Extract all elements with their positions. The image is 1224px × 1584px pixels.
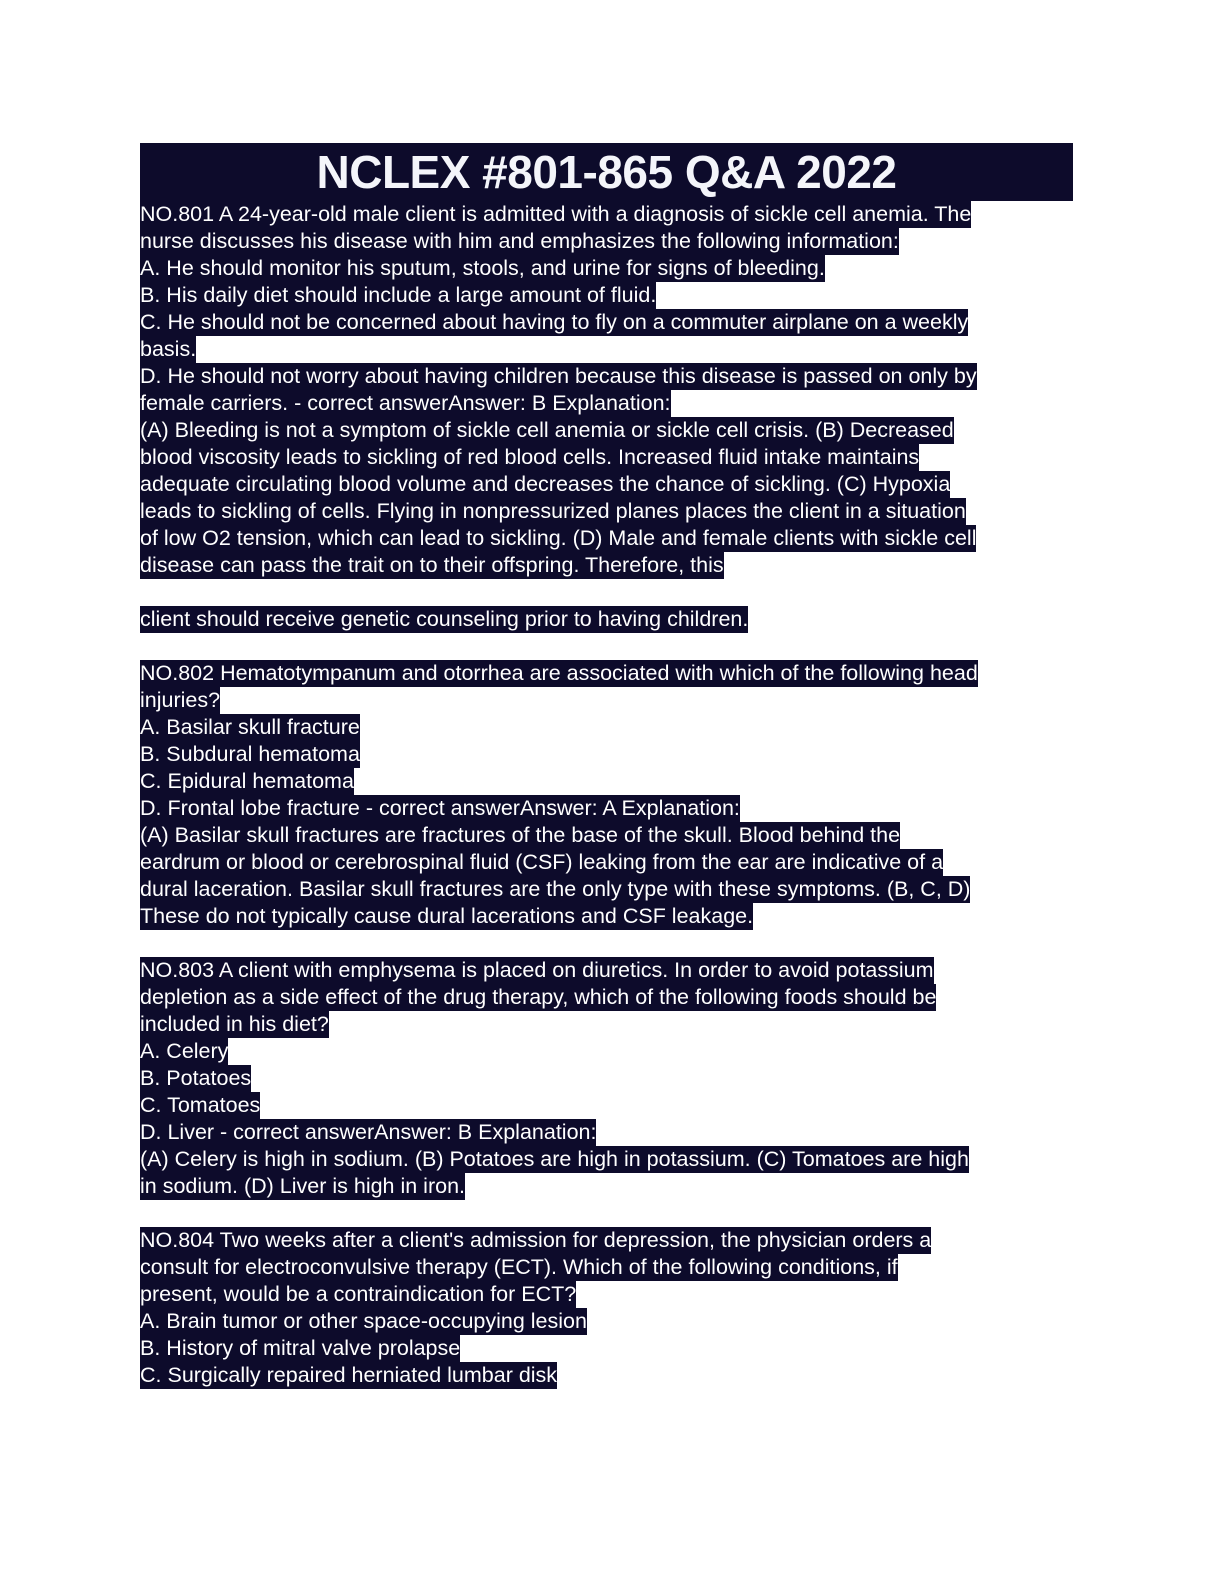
text-line: D. Frontal lobe fracture - correct answerAnswer: A Explanation: (140, 796, 740, 820)
text-line: (A) Celery is high in sodium. (B) Potatoes are high in potassium. (C) Tomatoes are high (140, 1147, 969, 1171)
text-line: NO.804 Two weeks after a client's admission for depression, the physician orders a (140, 1228, 932, 1252)
text-line: A. Celery (140, 1039, 229, 1063)
text-line: NO.802 Hematotympanum and otorrhea are associated with which of the following head (140, 661, 978, 685)
text-line: eardrum or blood or cerebrospinal fluid (CSF) leaking from the ear are indicative of a (140, 850, 944, 874)
text-line: of low O2 tension, which can lead to sickling. (D) Male and female clients with sickle cell (140, 526, 977, 550)
text-line: B. Potatoes (140, 1066, 252, 1090)
document-title-banner (140, 143, 1073, 201)
text-line: D. He should not worry about having children because this disease is passed on only by (140, 364, 977, 388)
text-line: B. His daily diet should include a large amount of fluid. (140, 283, 657, 307)
text-line: C. Epidural hematoma (140, 769, 354, 793)
document-body (140, 143, 1075, 1389)
text-line: dural laceration. Basilar skull fractures are the only type with these symptoms. (B, C, D) (140, 877, 971, 901)
text-line: basis. (140, 337, 197, 361)
page-title: NCLEX #801-865 Q&A 2022 (316, 146, 897, 198)
text-line: client should receive genetic counseling prior to having children. (140, 607, 749, 631)
text-line: NO.801 A 24-year-old male client is admitted with a diagnosis of sickle cell anemia. The (140, 202, 972, 226)
text-line: nurse discusses his disease with him and emphasizes the following information: (140, 229, 899, 253)
text-line: D. Liver - correct answerAnswer: B Explanation: (140, 1120, 597, 1144)
text-line: depletion as a side effect of the drug therapy, which of the following foods should be (140, 985, 937, 1009)
document-text-block (140, 201, 1075, 1389)
text-line: blood viscosity leads to sickling of red blood cells. Increased fluid intake maintains (140, 445, 920, 469)
text-line: C. Surgically repaired herniated lumbar disk (140, 1363, 558, 1387)
text-line: C. He should not be concerned about having to fly on a commuter airplane on a weekly (140, 310, 969, 334)
text-line: C. Tomatoes (140, 1093, 261, 1117)
text-line: B. History of mitral valve prolapse (140, 1336, 461, 1360)
text-line: injuries? (140, 688, 221, 712)
text-line: disease can pass the trait on to their offspring. Therefore, this (140, 553, 724, 577)
text-line: included in his diet? (140, 1012, 329, 1036)
text-line: A. Basilar skull fracture (140, 715, 360, 739)
text-line: A. He should monitor his sputum, stools, and urine for signs of bleeding. (140, 256, 825, 280)
text-line: (A) Basilar skull fractures are fractures of the base of the skull. Blood behind the (140, 823, 901, 847)
text-line: consult for electroconvulsive therapy (ECT). Which of the following conditions, if (140, 1255, 898, 1279)
text-line: B. Subdural hematoma (140, 742, 360, 766)
text-line: (A) Bleeding is not a symptom of sickle cell anemia or sickle cell crisis. (B) Decreased (140, 418, 954, 442)
text-line: in sodium. (D) Liver is high in iron. (140, 1174, 466, 1198)
text-line: present, would be a contraindication for ECT? (140, 1282, 577, 1306)
text-line: adequate circulating blood volume and decreases the chance of sickling. (C) Hypoxia (140, 472, 951, 496)
text-line: NO.803 A client with emphysema is placed on diuretics. In order to avoid potassium (140, 958, 934, 982)
text-line: leads to sickling of cells. Flying in nonpressurized planes places the client in a situation (140, 499, 966, 523)
text-line: These do not typically cause dural lacerations and CSF leakage. (140, 904, 754, 928)
text-line: A. Brain tumor or other space-occupying lesion (140, 1309, 587, 1333)
text-line: female carriers. - correct answerAnswer: B Explanation: (140, 391, 671, 415)
